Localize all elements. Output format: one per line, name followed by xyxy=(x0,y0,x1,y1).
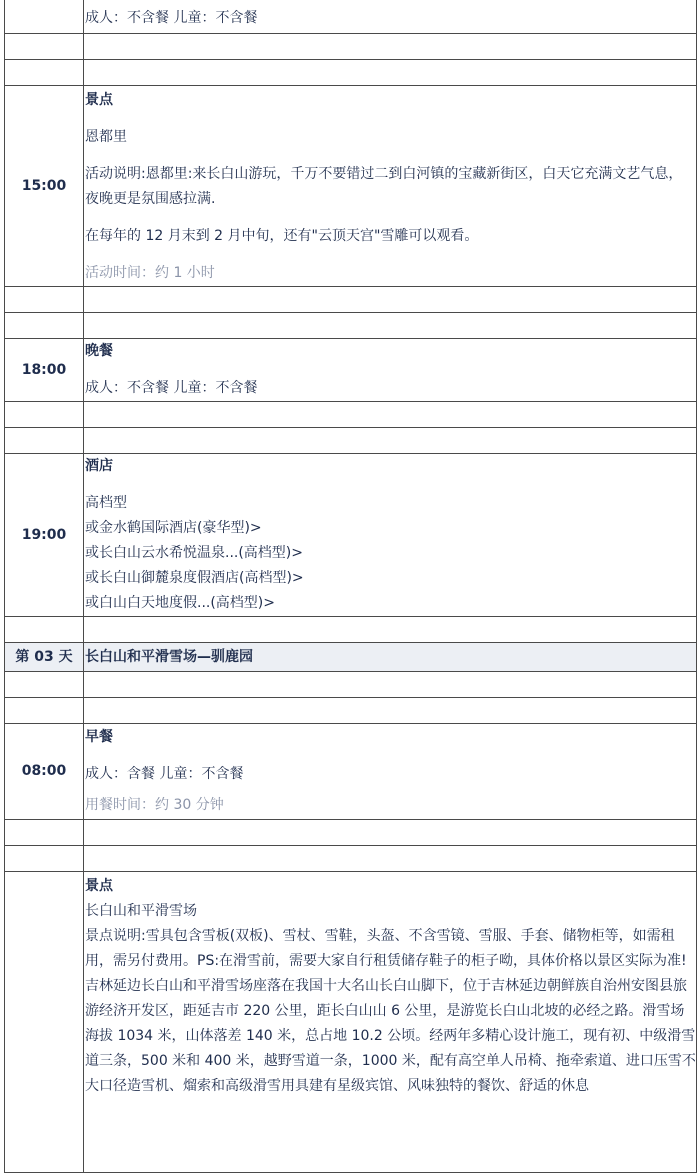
activity-note: 在每年的 12 月末到 2 月中旬，还有"云顶天宫"雪雕可以观看。 xyxy=(85,228,479,244)
itinerary-table xyxy=(4,0,697,1173)
category-label: 景点 xyxy=(85,878,113,894)
hotel-option-link[interactable]: 或金水鹤国际酒店(豪华型)> xyxy=(85,520,262,536)
attraction-name: 长白山和平滑雪场 xyxy=(85,903,197,919)
category-label: 酒店 xyxy=(85,458,113,474)
spacer-row xyxy=(5,287,697,313)
activity-description: 活动说明:恩都里:来长白山游玩，千万不要错过二到白河镇的宝藏新街区，白天它充满文艺气息，夜晚更是氛围感拉满. xyxy=(85,166,683,207)
meal-line: 成人：不含餐 儿童：不含餐 xyxy=(85,380,258,396)
category-label: 早餐 xyxy=(85,729,113,745)
hotel-option-link[interactable]: 或白山白天地度假...(高档型)> xyxy=(85,595,276,611)
spacer-row xyxy=(5,617,697,643)
spacer-row xyxy=(5,402,697,428)
time-cell: 08:00 xyxy=(5,724,84,820)
meal-row-breakfast xyxy=(5,724,697,820)
hotel-row xyxy=(5,454,697,617)
activity-row-ski xyxy=(5,872,697,1173)
time-cell: 19:00 xyxy=(5,454,84,617)
meal-duration: 用餐时间：约 30 分钟 xyxy=(85,797,224,813)
attraction-description: 景点说明:雪具包含雪板(双板)、雪杖、雪鞋，头盔、不含雪镜、雪服、手套、储物柜等，如需租用，需另付费用。PS:在滑雪前，需要大家自行租赁储存鞋子的柜子呦，具体价格以景区实际为准! xyxy=(85,928,687,969)
meal-line: 成人：含餐 儿童：不含餐 xyxy=(85,766,244,782)
spacer-row xyxy=(5,60,697,86)
day-title: 长白山和平滑雪场—驯鹿园 xyxy=(84,643,697,672)
spacer-row xyxy=(5,672,697,698)
day-header-row xyxy=(5,643,697,672)
spacer-row xyxy=(5,820,697,846)
spacer-row xyxy=(5,428,697,454)
spacer-row xyxy=(5,846,697,872)
meal-row-dinner xyxy=(5,339,697,402)
hotel-grade: 高档型 xyxy=(85,495,127,511)
spacer-row xyxy=(5,698,697,724)
hotel-option-link[interactable]: 或长白山云水希悦温泉...(高档型)> xyxy=(85,545,304,561)
attraction-intro: 吉林延边长白山和平滑雪场座落在我国十大名山长白山脚下，位于吉林延边朝鲜族自治州安图县旅游经济开发区，距延吉市 220 公里，距长白山山 6 公里，是游览长白山北坡的必经之路。滑雪场海拔 1034 米，山体落差 140 米，总占地 10.2 公顷。经两年多精心设计施工，现有初、中级滑雪道三条，500 米和 400 米，越野雪道一条，1000 米，配有高空单人吊椅、拖牵索道、进口压雪不大口径造雪机、熘索和高级滑雪用具建有星级宾馆、风味独特的餐饮、舒适的休息 xyxy=(85,978,696,1094)
meal-row-top xyxy=(5,0,697,34)
activity-duration: 活动时间：约 1 小时 xyxy=(85,265,215,281)
category-label: 晚餐 xyxy=(85,343,113,359)
time-cell: 15:00 xyxy=(5,86,84,287)
meal-line: 成人：不含餐 儿童：不含餐 xyxy=(85,9,258,26)
attraction-name: 恩都里 xyxy=(85,129,127,145)
spacer-row xyxy=(5,34,697,60)
day-label: 第 03 天 xyxy=(5,643,84,672)
category-label: 景点 xyxy=(85,92,113,108)
spacer-row xyxy=(5,313,697,339)
hotel-option-link[interactable]: 或长白山御麓泉度假酒店(高档型)> xyxy=(85,570,304,586)
time-cell: 18:00 xyxy=(5,339,84,402)
activity-row-enduli xyxy=(5,86,697,287)
